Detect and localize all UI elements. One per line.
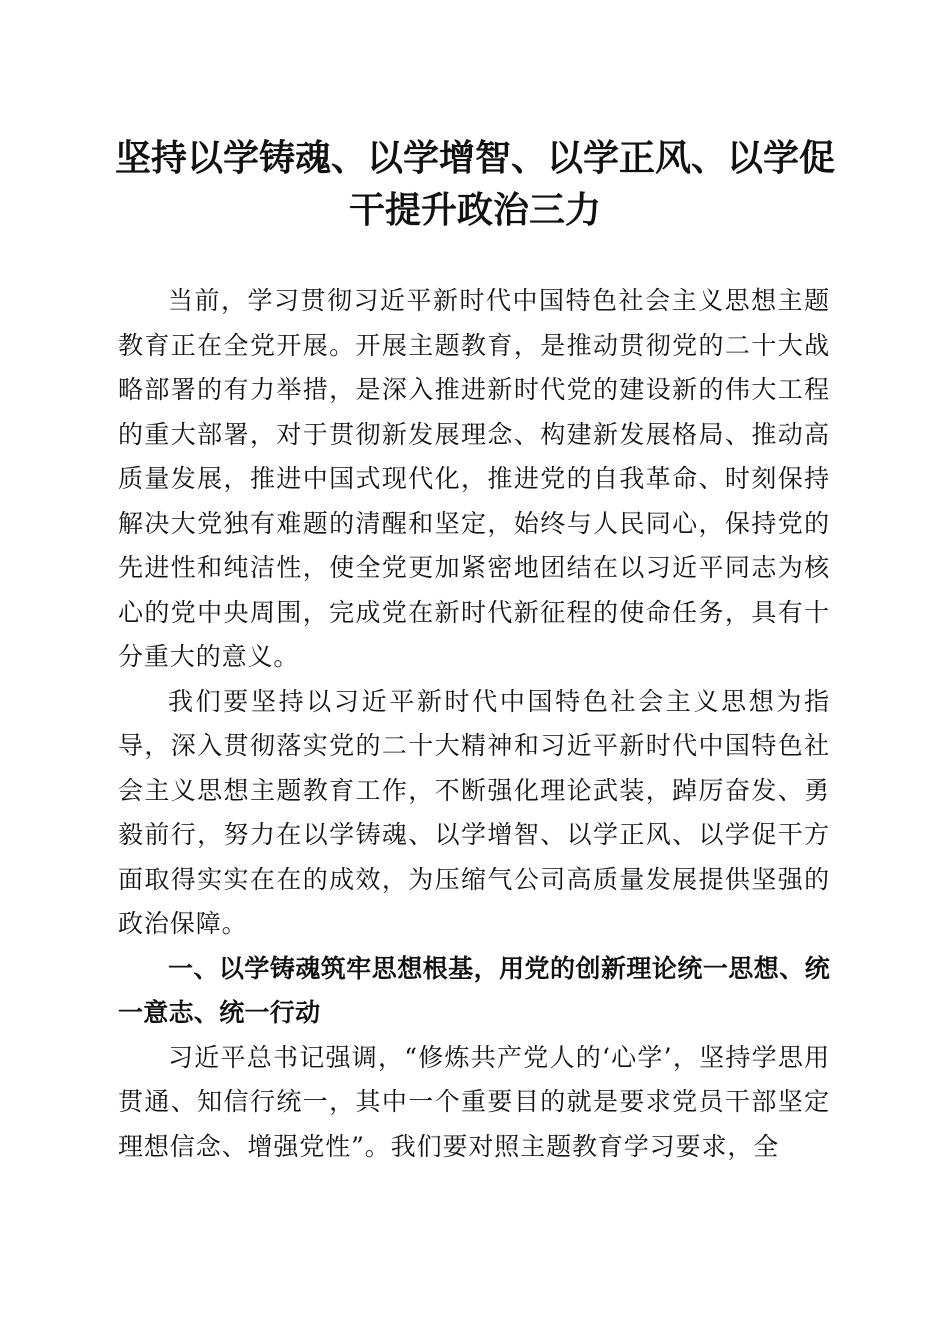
section-paragraph: 习近平总书记强调，“修炼共产党人的‘心学’，坚持学思用贯通、知信行统一，其中一个重要目的就是要求党员干部坚定理想信念、增强党性”。我们要对照主题教育学习要求，全 — [118, 1042, 830, 1161]
guidance-paragraph: 我们要坚持以习近平新时代中国特色社会主义思想为指导，深入贯彻落实党的二十大精神和习近平新时代中国特色社会主义思想主题教育工作，不断强化理论武装，踔厉奋发、勇毅前行，努力在以学铸魂、以学增智、以学正风、以学促干方面取得实实在在的成效，为压缩气公司高质量发展提供坚强的政治保障。 — [118, 686, 830, 938]
section-heading: 一、以学铸魂筑牢思想根基，用党的创新理论统一思想、统一意志、统一行动 — [118, 953, 830, 1027]
intro-paragraph: 当前，学习贯彻习近平新时代中国特色社会主义思想主题教育正在全党开展。开展主题教育，是推动贯彻党的二十大战略部署的有力举措，是深入推进新时代党的建设新的伟大工程的重大部署，对于贯彻新发展理念、构建新发展格局、推动高质量发展，推进中国式现代化，推进党的自我革命、时刻保持解决大党独有难题的清醒和坚定，始终与人民同心，保持党的先进性和纯洁性，使全党更加紧密地团结在以习近平同志为核心的党中央周围，完成党在新时代新征程的使命任务，具有十分重大的意义。 — [118, 286, 830, 671]
document-title: 坚持以学铸魂、以学增智、以学正风、以学促干提升政治三力 — [114, 137, 835, 231]
document-body — [118, 279, 830, 1169]
